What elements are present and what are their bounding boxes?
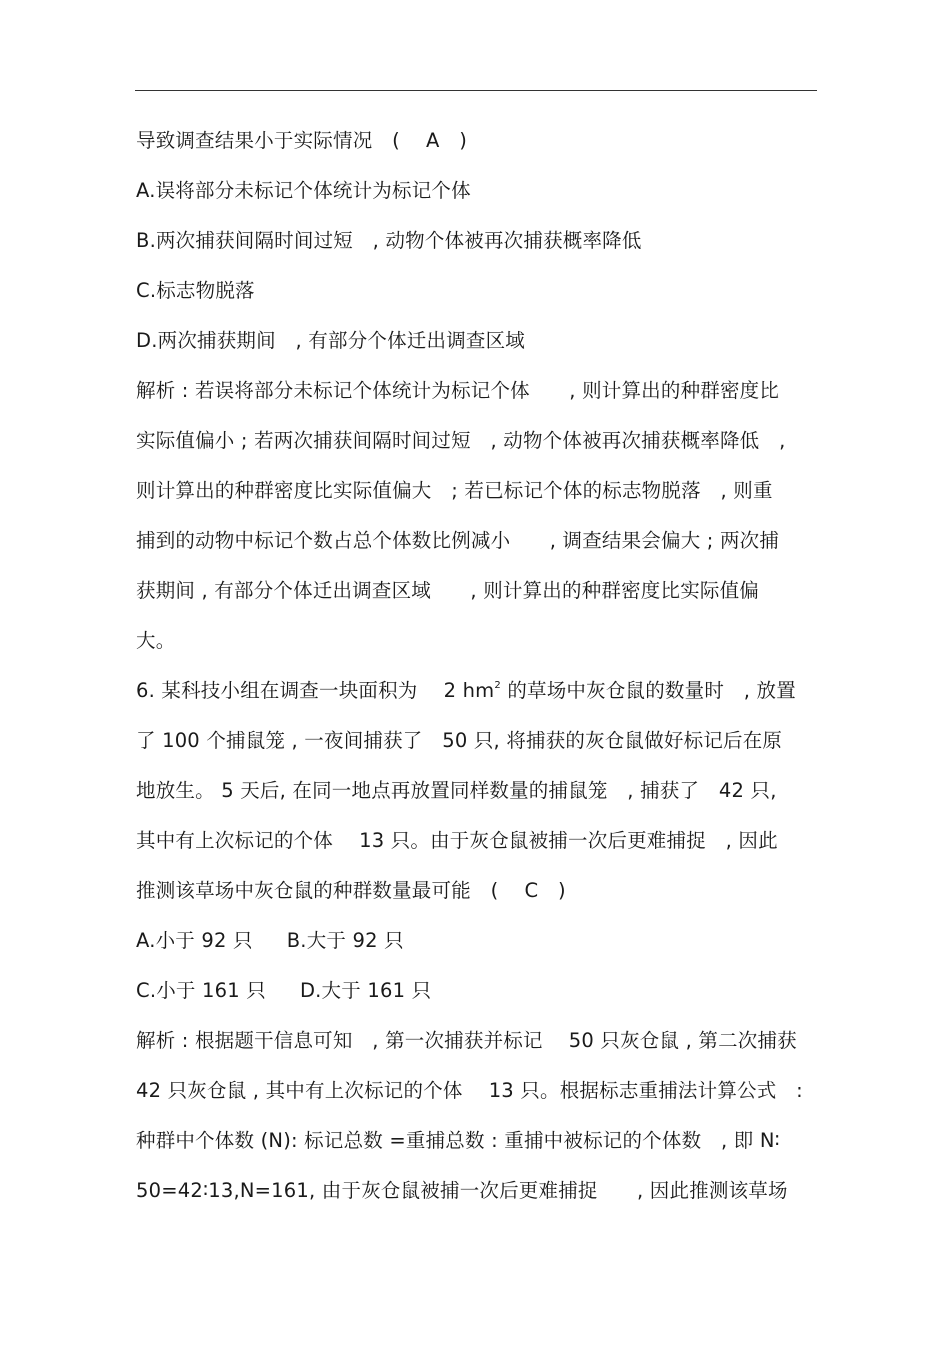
q5-option-b: B.两次捕获间隔时间过短 , 动物个体被再次捕获概率降低 <box>136 229 642 252</box>
q6-analysis-line: 50=42∶13,N=161, 由于灰仓鼠被捕一次后更难捕捉 , 因此推测该草场 <box>136 1179 788 1202</box>
q6-option-d: D.大于 161 只 <box>299 979 432 1002</box>
q6-stem-first-line <box>136 666 826 716</box>
q6-analysis-line: 解析 : 根据题干信息可知 , 第一次捕获并标记 50 只灰仓鼠 , 第二次捕获 <box>136 1029 797 1052</box>
q6-analysis-line: 42 只灰仓鼠 , 其中有上次标记的个体 13 只。根据标志重捕法计算公式 : <box>136 1079 803 1102</box>
q6-stem-line: 其中有上次标记的个体 13 只。由于灰仓鼠被捕一次后更难捕捉 , 因此 <box>136 829 778 852</box>
q6-analysis-line: 种群中个体数 (N): 标记总数 =重捕总数 : 重捕中被标记的个体数 , 即 N∶ <box>136 1129 780 1152</box>
header-rule <box>135 90 817 91</box>
q6-options-row <box>136 966 826 1016</box>
q5-analysis-line: 解析 : 若误将部分未标记个体统计为标记个体 , 则计算出的种群密度比 <box>136 379 780 402</box>
superscript-two: 2 <box>494 680 501 691</box>
document-body <box>136 116 826 1216</box>
q5-option-c: C.标志物脱落 <box>136 279 255 302</box>
q6-option-c: C.小于 161 只 <box>136 979 266 1002</box>
q5-analysis-line: 捕到的动物中标记个数占总个体数比例减小 , 调查结果会偏大 ; 两次捕 <box>136 529 780 552</box>
q5-stem-tail: 导致调查结果小于实际情况 ( A ) <box>136 129 468 152</box>
q6-stem-line: 地放生。 5 天后, 在同一地点再放置同样数量的捕鼠笼 , 捕获了 42 只, <box>136 779 777 802</box>
q6-option-b: B.大于 92 只 <box>286 929 404 952</box>
q5-analysis-line: 大。 <box>136 629 176 652</box>
q5-option-d: D.两次捕获期间 , 有部分个体迁出调查区域 <box>136 329 526 352</box>
q5-analysis-line: 实际值偏小 ; 若两次捕获间隔时间过短 , 动物个体被再次捕获概率降低 , <box>136 429 786 452</box>
q5-analysis-line: 获期间 , 有部分个体迁出调查区域 , 则计算出的种群密度比实际值偏 <box>136 579 759 602</box>
q6-stem-line: 了 100 个捕鼠笼 , 一夜间捕获了 50 只, 将捕获的灰仓鼠做好标记后在原 <box>136 729 783 752</box>
q6-stem-line: 推测该草场中灰仓鼠的种群数量最可能 ( C ) <box>136 879 566 902</box>
q6-stem-text: 6. 某科技小组在调查一块面积为 2 hm <box>136 679 495 702</box>
q5-option-a: A.误将部分未标记个体统计为标记个体 <box>136 179 471 202</box>
q6-option-a: A.小于 92 只 <box>136 929 253 952</box>
q5-analysis-line: 则计算出的种群密度比实际值偏大 ; 若已标记个体的标志物脱落 , 则重 <box>136 479 773 502</box>
q6-options-row <box>136 916 826 966</box>
q6-stem-text: 的草场中灰仓鼠的数量时 , 放置 <box>500 679 796 702</box>
